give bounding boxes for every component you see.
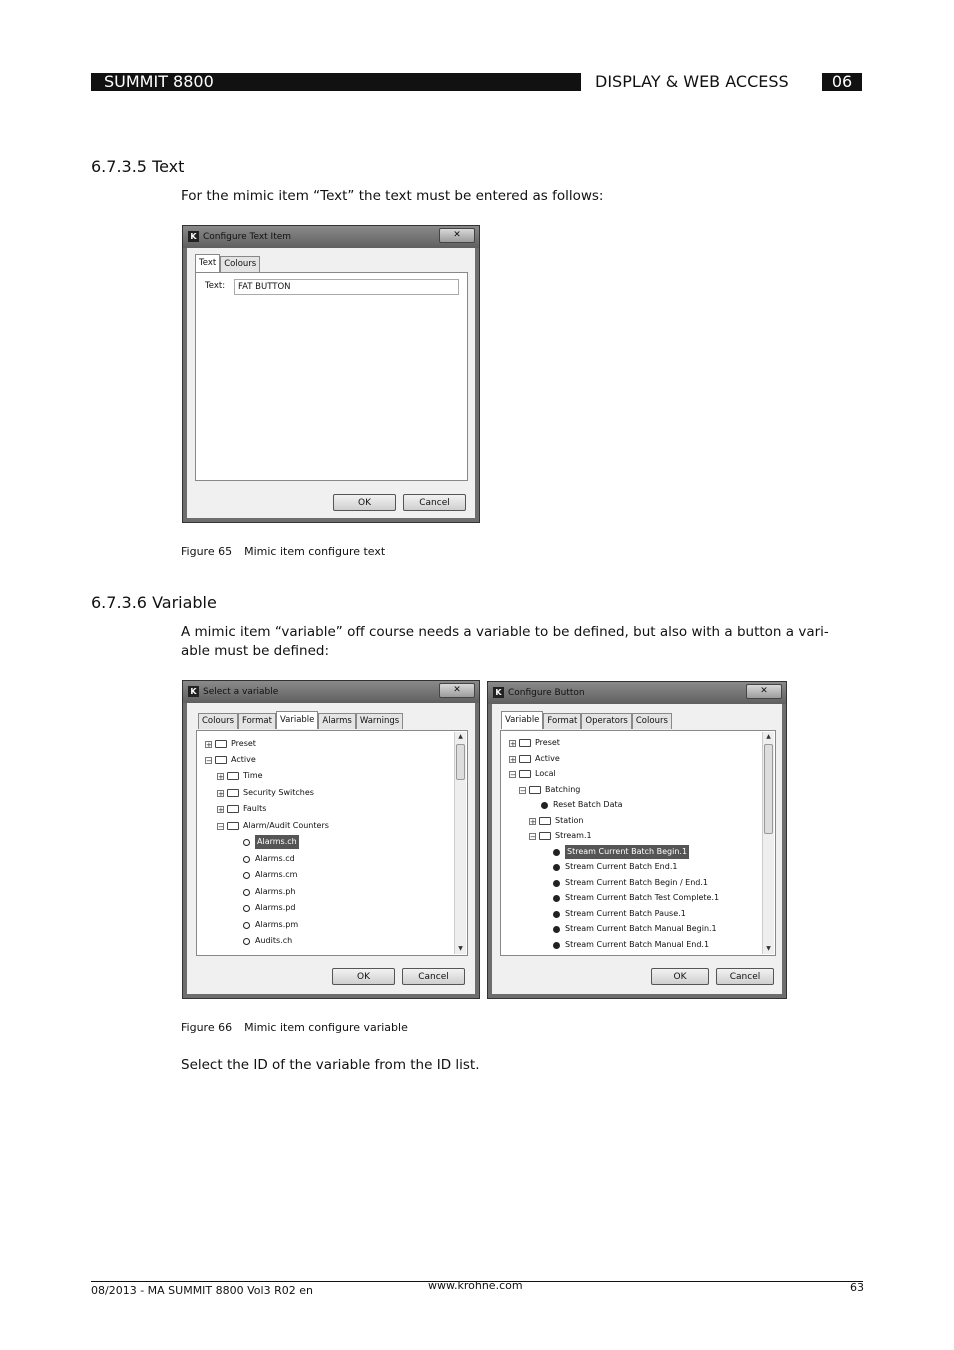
expand-icon[interactable]: + [510, 739, 516, 748]
tree-node[interactable]: − Batching [520, 785, 581, 795]
folder-open-icon [529, 786, 541, 794]
tree-node[interactable]: − Active [206, 755, 256, 765]
tree-node[interactable]: + Faults [218, 804, 267, 814]
configure-button-dialog [487, 681, 787, 999]
app-logo-icon: K [493, 687, 504, 698]
dialog-body [187, 248, 475, 518]
variable-icon [243, 889, 250, 896]
tree-leaf[interactable]: Stream Current Batch Pause.1 [553, 907, 686, 921]
folder-open-icon [539, 832, 551, 840]
dialog-title: Configure Text Item [203, 232, 292, 242]
figure-65-text: Mimic item configure text [244, 545, 386, 558]
closing-text: Select the ID of the variable from the ID list. [181, 1057, 480, 1073]
tab-panel [195, 272, 468, 481]
dialog-titlebar [183, 681, 479, 703]
tree-leaf[interactable]: Stream Current Batch Manual Begin.1 [553, 922, 717, 936]
folder-icon [519, 755, 531, 763]
tree-leaf[interactable]: Alarms.cd [243, 852, 295, 866]
tree-leaf[interactable]: Audits.ch [243, 934, 292, 948]
folder-open-icon [227, 822, 239, 830]
variable-tree-panel [500, 730, 776, 956]
close-icon[interactable]: ✕ [439, 683, 475, 698]
folder-open-icon [215, 756, 227, 764]
tab-operators[interactable]: Operators [581, 713, 631, 729]
folder-icon [539, 817, 551, 825]
dialog-title: Configure Button [508, 688, 585, 698]
variable-tree[interactable] [201, 735, 453, 953]
figure-65-label: Figure 65 [181, 545, 233, 558]
tree-leaf[interactable]: Stream Current Batch Begin / End.1 [553, 876, 708, 890]
tree-node[interactable]: − Stream.1 [530, 831, 592, 841]
scroll-thumb[interactable] [456, 744, 465, 780]
heading-variable: 6.7.3.6 Variable [91, 593, 217, 612]
tree-leaf[interactable]: Alarms.ch [243, 835, 299, 849]
variable-icon [243, 905, 250, 912]
variable-icon [553, 942, 560, 949]
intro-variable-line1: A mimic item “variable” off course needs a variable to be defined, but also with a button a vari- [181, 624, 829, 640]
footer-doc-id: 08/2013 - MA SUMMIT 8800 Vol3 R02 en [91, 1284, 313, 1297]
dialog-body [492, 704, 782, 994]
variable-icon [553, 911, 560, 918]
expand-icon[interactable]: + [510, 755, 516, 764]
collapse-icon[interactable]: − [510, 770, 516, 779]
tab-warnings[interactable]: Warnings [356, 713, 403, 729]
ok-button[interactable]: OK [651, 968, 709, 985]
figure-66-label: Figure 66 [181, 1021, 233, 1034]
variable-icon [553, 926, 560, 933]
variable-icon [553, 864, 560, 871]
text-field-label: Text: [205, 281, 226, 291]
tab-colours[interactable]: Colours [632, 713, 672, 729]
folder-icon [519, 739, 531, 747]
tab-format[interactable]: Format [238, 713, 276, 729]
tree-node[interactable]: − Local [510, 769, 556, 779]
cancel-button[interactable]: Cancel [716, 968, 774, 985]
tree-leaf[interactable]: Alarms.cm [243, 868, 297, 882]
tab-strip [501, 713, 672, 729]
folder-icon [215, 740, 227, 748]
footer-website[interactable]: www.krohne.com [428, 1279, 523, 1292]
tree-node[interactable]: + Preset [206, 739, 256, 749]
figure-66-caption [181, 1021, 408, 1034]
figure-65-caption [181, 545, 385, 558]
header-product: SUMMIT 8800 [91, 73, 581, 91]
variable-icon [243, 856, 250, 863]
folder-icon [227, 772, 239, 780]
variable-tree-panel [196, 730, 468, 956]
variable-icon [553, 849, 560, 856]
scroll-down-icon[interactable]: ▼ [458, 945, 463, 952]
scroll-up-icon[interactable]: ▲ [458, 733, 463, 740]
intro-variable-line2: able must be defined: [181, 643, 330, 659]
variable-icon [541, 802, 548, 809]
tree-node[interactable]: + Active [510, 754, 560, 764]
tab-strip [195, 256, 260, 272]
variable-icon [553, 895, 560, 902]
tab-colours[interactable]: Colours [220, 256, 260, 272]
expand-icon[interactable]: + [218, 789, 224, 798]
tree-node[interactable]: + Time [218, 771, 263, 781]
expand-icon[interactable]: + [218, 772, 224, 781]
variable-icon [243, 872, 250, 879]
app-logo-icon: K [188, 231, 199, 242]
tree-node[interactable]: − Alarm/Audit Counters [218, 821, 329, 831]
tree-leaf[interactable]: Stream Current Batch Test Complete.1 [553, 891, 719, 905]
close-icon[interactable]: ✕ [439, 228, 475, 243]
close-icon[interactable]: ✕ [746, 684, 782, 699]
tab-text[interactable]: Text [195, 254, 220, 272]
header-chapter: 06 [822, 73, 862, 91]
tree-scrollbar[interactable] [454, 732, 466, 954]
intro-text: For the mimic item “Text” the text must be entered as follows: [181, 188, 604, 204]
collapse-icon[interactable]: − [218, 822, 224, 831]
variable-icon [243, 839, 250, 846]
tree-leaf[interactable]: Alarms.pm [243, 918, 298, 932]
tree-scrollbar[interactable] [762, 732, 774, 954]
folder-open-icon [519, 770, 531, 778]
tab-colours[interactable]: Colours [198, 713, 238, 729]
cancel-button[interactable]: Cancel [402, 968, 465, 985]
tree-node[interactable]: + Station [530, 816, 584, 826]
tree-node[interactable]: + Security Switches [218, 788, 314, 798]
tab-alarms[interactable]: Alarms [318, 713, 355, 729]
folder-icon [227, 789, 239, 797]
tree-leaf[interactable]: Reset Batch Data [541, 798, 623, 812]
collapse-icon[interactable]: − [530, 832, 536, 841]
select-variable-dialog [182, 680, 480, 999]
dialog-titlebar [183, 226, 479, 248]
variable-icon [553, 880, 560, 887]
variable-icon [243, 938, 250, 945]
scroll-up-icon[interactable]: ▲ [766, 733, 771, 740]
tree-leaf[interactable]: Alarms.pd [243, 901, 295, 915]
expand-icon[interactable]: + [218, 805, 224, 814]
heading-text: 6.7.3.5 Text [91, 157, 185, 176]
expand-icon[interactable]: + [206, 740, 212, 749]
cancel-button[interactable]: Cancel [403, 494, 466, 511]
tree-leaf[interactable]: Alarms.ph [243, 885, 295, 899]
folder-icon [227, 805, 239, 813]
tree-node[interactable]: + Preset [510, 738, 560, 748]
dialog-body [187, 703, 475, 994]
tab-variable[interactable]: Variable [501, 711, 543, 729]
scroll-down-icon[interactable]: ▼ [766, 945, 771, 952]
tab-format[interactable]: Format [543, 713, 581, 729]
configure-text-dialog [182, 225, 480, 523]
collapse-icon[interactable]: − [520, 786, 526, 795]
variable-tree[interactable] [505, 735, 761, 953]
figure-66-text: Mimic item configure variable [244, 1021, 408, 1034]
header-section: DISPLAY & WEB ACCESS [595, 72, 789, 91]
text-input[interactable]: FAT BUTTON [234, 279, 459, 295]
tree-leaf[interactable]: Stream Current Batch Manual End.1 [553, 938, 709, 952]
dialog-titlebar [488, 682, 786, 704]
dialog-title: Select a variable [203, 687, 279, 697]
variable-icon [243, 922, 250, 929]
collapse-icon[interactable]: − [206, 756, 212, 765]
tree-leaf[interactable]: Stream Current Batch End.1 [553, 860, 677, 874]
app-logo-icon: K [188, 686, 199, 697]
tab-variable[interactable]: Variable [276, 711, 318, 729]
ok-button[interactable]: OK [332, 968, 395, 985]
footer-page-number: 63 [850, 1281, 864, 1294]
expand-icon[interactable]: + [530, 817, 536, 826]
ok-button[interactable]: OK [333, 494, 396, 511]
scroll-thumb[interactable] [764, 744, 773, 834]
tree-leaf[interactable]: Stream Current Batch Begin.1 [553, 845, 689, 859]
tab-strip [198, 713, 403, 729]
